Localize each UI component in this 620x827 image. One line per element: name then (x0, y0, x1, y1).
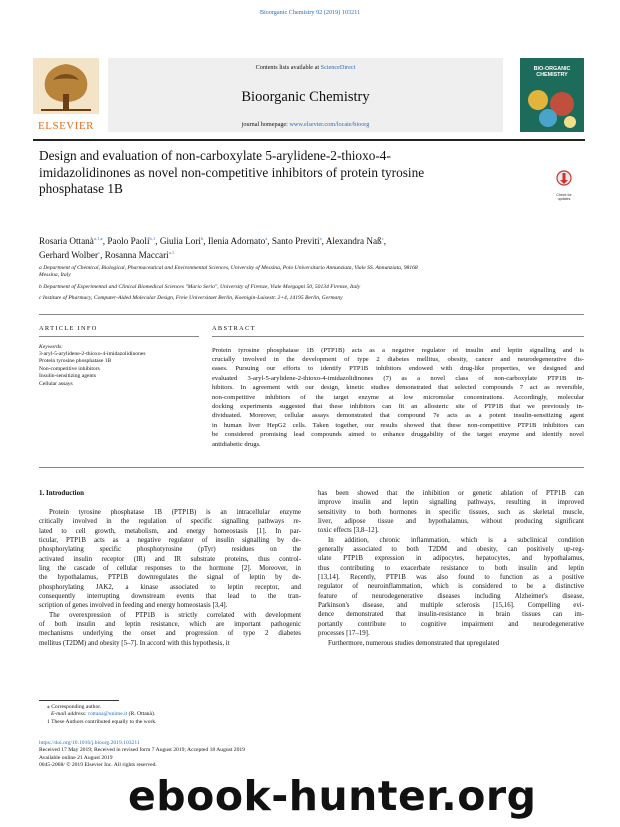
check-for-updates-button[interactable] (549, 170, 579, 201)
footnote-rule (39, 700, 119, 701)
email-link[interactable]: rottana@unime.it (88, 711, 128, 718)
intro-line: ticular, PTP1B acts as a negative regulator of insulin signalling by de- (39, 537, 301, 545)
intro-line: processes [17–19]. (318, 630, 370, 638)
article-title (39, 148, 509, 198)
homepage-line (108, 121, 503, 129)
author-sup[interactable]: c (381, 235, 384, 241)
intro-line: dence demonstrated that insulin-resistance in brain tissues can im- (318, 611, 584, 619)
watermark-text: ebook-hunter.org (128, 772, 537, 820)
elsevier-tree-icon (33, 58, 99, 114)
doi-link[interactable]: https://doi.org/10.1016/j.bioorg.2019.103211 (39, 740, 140, 746)
title-line-1: Design and evaluation of non-carboxylate 5-arylidene-2-thioxo-4- (39, 148, 391, 163)
intro-line: mechanisms underlying the onset and progression of type 2 diabetes (39, 630, 301, 638)
intro-line: sensitivity to both hormones in specific tissues, such as skeletal muscle, (318, 508, 584, 516)
intro-line: mellitus (T2DM) and obesity [5–7]. In accord with this hypothesis, it (39, 639, 230, 647)
email-suffix: (R. Ottanà). (127, 711, 156, 718)
homepage-prefix: journal homepage: (241, 121, 290, 128)
divider (212, 336, 584, 337)
equal-contribution-note: 1 These Authors contributed equally to the work. (47, 718, 157, 725)
abstract-line: dividuated. Moreover, cellular assays demonstrated that compound 7e acts as a potent insulin-sensitizing agent (212, 412, 584, 420)
author-paoli[interactable]: Paolo Paoli (107, 236, 150, 246)
email-label: E-mail address: (51, 711, 89, 718)
intro-line: regulator of neuroinflammation, which is considered to be a distinctive (318, 583, 584, 591)
author-previti[interactable]: Santo Previti (271, 236, 320, 246)
affiliation-a-cont: Messina, Italy (39, 272, 71, 279)
contents-prefix: Contents lists available at (255, 64, 321, 71)
intro-left-column (39, 508, 301, 648)
publisher-name: ELSEVIER (38, 120, 94, 132)
affiliation-a: a Department of Chemical, Biological, Pharmaceutical and Environmental Sciences, University of Messina, Polo Universitario Annunziata, Viale SS. Annunziata, 98168 (39, 265, 418, 271)
corresponding-author-note: ⁎ Corresponding author. (47, 704, 102, 710)
intro-line: ling the cascade of cellular responses to the hormone [2]. Moreover, in (39, 565, 301, 573)
check-updates-line2: updates (557, 197, 571, 202)
intro-line: phosphorylating JAK2, a kinase associated to leptin receptor, and (39, 583, 301, 591)
available-online: Available online 21 August 2019 (39, 754, 113, 761)
title-line-2: imidazolidinones as novel non-competitive inhibitors of protein tyrosine (39, 164, 425, 180)
author-sup[interactable]: a,1 (168, 249, 175, 255)
abstract-text (212, 346, 584, 449)
intro-line: feature of neurodegenerative diseases including Alzheimer's disease, (318, 592, 584, 600)
abstract (212, 325, 584, 449)
intro-line: activated insulin receptor (IR) and IR substrate proteins, thus control- (39, 555, 301, 563)
abstract-line: antidiabetic drugs. (212, 440, 261, 448)
abstract-line: crucially involved in the development of type 2 diabetes mellitus, obesity, cancer and neurodegenerative dis- (212, 356, 584, 363)
intro-line: has been showed that the inhibition or genetic ablation of PTP1B can (318, 490, 584, 497)
cover-title-line1: BIO-ORGANIC (533, 66, 571, 72)
author-list: Rosaria Ottanà$^{a,1,⁎}$, Paolo Paoli$^{b,1}$, Giulia Lori$^b$, Ilenia Adornato$^a$, Santo Previti$^a$, Alexandra Naß$^c$, Gerhard Wolber$^c$, Rosanna Maccari$^{a,1}$ (39, 235, 386, 260)
abstract-line: non-competitive inhibitors of the target enzyme at low micromolar concentrations. Accordingly, molecular (212, 393, 584, 401)
author-lori[interactable]: Giulia Lori (159, 236, 201, 246)
abstract-line: in human liver HepG2 cells. Taken together, our results showed that these non-competitive PTP1B inhibitors can (212, 421, 584, 429)
author-sup[interactable]: b (200, 235, 204, 241)
article-footer (39, 740, 584, 770)
intro-line: In addition, chronic inflammation, which is a subclinical condition (328, 536, 584, 544)
keyword-item: Insulin-sensitizing agents (39, 373, 97, 380)
intro-line: toxic effects [3,8–12]. (318, 527, 379, 535)
journal-title: Bioorganic Chemistry (241, 89, 370, 105)
intro-line: generally associated to both T2DM and obesity, can positively up-reg- (318, 546, 584, 554)
keyword-item: 3-aryl-5-arylidene-2-thioxo-4-imidazolidinones (39, 351, 146, 357)
intro-heading: 1. Introduction (39, 489, 84, 497)
author-sup[interactable]: a (265, 235, 268, 241)
intro-line: consequently interrupting downstream events that lead to the tran- (39, 593, 301, 601)
divider (39, 314, 584, 315)
journal-reference[interactable]: Bioorganic Chemistry 92 (2019) 103211 (259, 9, 361, 16)
intro-line: The overexpression of PTP1B is strictly correlated with development (49, 611, 301, 619)
journal-cover (520, 58, 584, 132)
copyright: 0045-2068/ © 2019 Elsevier Inc. All rights reserved. (39, 762, 157, 769)
intro-line: lated to cell growth, metabolism, and energy homeostasis [1]. In par- (39, 527, 301, 535)
intro-line: [13,14]. Recently, PTP1B was also found to function as a positive (318, 574, 584, 582)
check-updates-line1: Check for (556, 193, 572, 197)
intro-line: Protein tyrosine phosphatase 1B (PTP1B) is an intracellular enzyme (49, 509, 301, 516)
intro-line: portantly contribute to cognitive impairment and neurodegenerative (318, 620, 584, 628)
abstract-line: be considered promising lead compounds aimed to enhance druggability of the target enzyme and identify novel (212, 431, 584, 439)
author-sup[interactable]: c (98, 249, 101, 255)
homepage-link[interactable]: www.elsevier.com/locate/bioorg (289, 121, 370, 128)
intro-line: of both insulin and leptin resistance, which are important pathogenic (39, 621, 301, 629)
intro-line: thus contributing to exacerbate resistance to both insulin and leptin (318, 564, 584, 572)
journal-header-box (108, 58, 503, 132)
cover-title-line2: CHEMISTRY (536, 72, 568, 79)
author-ottana[interactable]: Rosaria Ottanà (39, 236, 94, 246)
article-info-heading: ARTICLE INFO (39, 325, 98, 332)
abstract-line: Protein tyrosine phosphatase 1B (PTP1B) acts as a negative regulator of insulin and leptin signalling and is (212, 346, 584, 354)
intro-line: scription of genes involved in feeding and energy homeostasis [3,4]. (39, 602, 228, 610)
article-info (39, 325, 199, 388)
cover-artwork-icon (520, 82, 584, 132)
intro-line: liver, adipose tissue and hypothalamus, without producing significant (318, 518, 584, 526)
abstract-line: hibitors. In agreement with our design, kinetic studies demonstrated that selected compounds 7 act as reversible, (212, 384, 584, 392)
affiliation-c: c Institute of Pharmacy, Computer-Aided Molecular Design, Freie Universitaet Berlin, Koenigin-Luisestr. 2+4, 14195 Berlin, Germany (39, 295, 343, 302)
abstract-line: eases. Pursuing our efforts to identify PTP1B inhibitors endowed with drug-like properties, we designed and (212, 365, 584, 373)
intro-line: the hypothalamus, PTP1B downregulates the signal of leptin by de- (39, 574, 301, 582)
intro-line: critically involved in the regulation of specific signalling pathways re- (39, 518, 301, 526)
divider (39, 336, 199, 337)
intro-line: ulate PTP1B expression in adipocytes, hepatocytes, and hypothalamus, (318, 555, 584, 563)
elsevier-logo (33, 58, 99, 132)
author-sup[interactable]: b,1 (149, 235, 156, 241)
title-line-3: phosphatase 1B (39, 181, 123, 196)
author-sup[interactable]: a,1,⁎ (93, 235, 103, 241)
sciencedirect-link[interactable]: ScienceDirect (320, 64, 356, 71)
check-updates-icon (556, 170, 572, 188)
contents-line (108, 64, 503, 72)
abstract-line: evaluated 3-aryl-5-arylidene-2-thioxo-4-imidazolidinones (7) as a novel class of non-carboxylate PTP1B in- (212, 374, 584, 382)
intro-right-column (318, 489, 584, 648)
intro-line: Parkinson's disease, and multiple sclerosis [15,16]. Compelling evi- (318, 602, 584, 610)
affiliation-b: b Department of Experimental and Clinical Biomedical Sciences "Mario Serio", University of Firenze, Viale Morgagni 50, 50134 Firenze, Italy (39, 283, 361, 290)
keyword-item: Protein tyrosine phosphatase 1B (39, 358, 112, 365)
author-sup[interactable]: a (319, 235, 322, 241)
affiliations (39, 265, 584, 303)
keyword-item: Non-competitive inhibitors (39, 365, 100, 372)
intro-line: Furthermore, numerous studies demonstrated that upregulated (328, 639, 500, 647)
author-wolber[interactable]: Gerhard Wolber (39, 250, 99, 260)
intro-line: phosphorylating specific phosphotyrosine (pTyr) residues on the (39, 546, 301, 554)
divider (39, 467, 584, 468)
author-adornato[interactable]: Ilenia Adornato (207, 236, 266, 246)
keyword-item: Cellular assays (39, 380, 73, 387)
header-rule (33, 139, 585, 141)
abstract-line: docking experiments suggested that these inhibitors can fit an allosteric site of PTP1B that we previously in- (212, 403, 584, 411)
keywords-label: Keywords: (39, 343, 64, 350)
received-dates: Received 17 May 2019; Received in revised form 7 August 2019; Accepted 18 August 2019 (39, 747, 245, 754)
author-nass[interactable]: Alexandra Naß (325, 236, 382, 246)
intro-line: improve insulin and leptin signalling pathways, resulting in improved (318, 499, 584, 507)
footnotes (47, 704, 347, 726)
abstract-heading: ABSTRACT (212, 325, 256, 332)
author-maccari[interactable]: Rosanna Maccari (104, 250, 169, 260)
